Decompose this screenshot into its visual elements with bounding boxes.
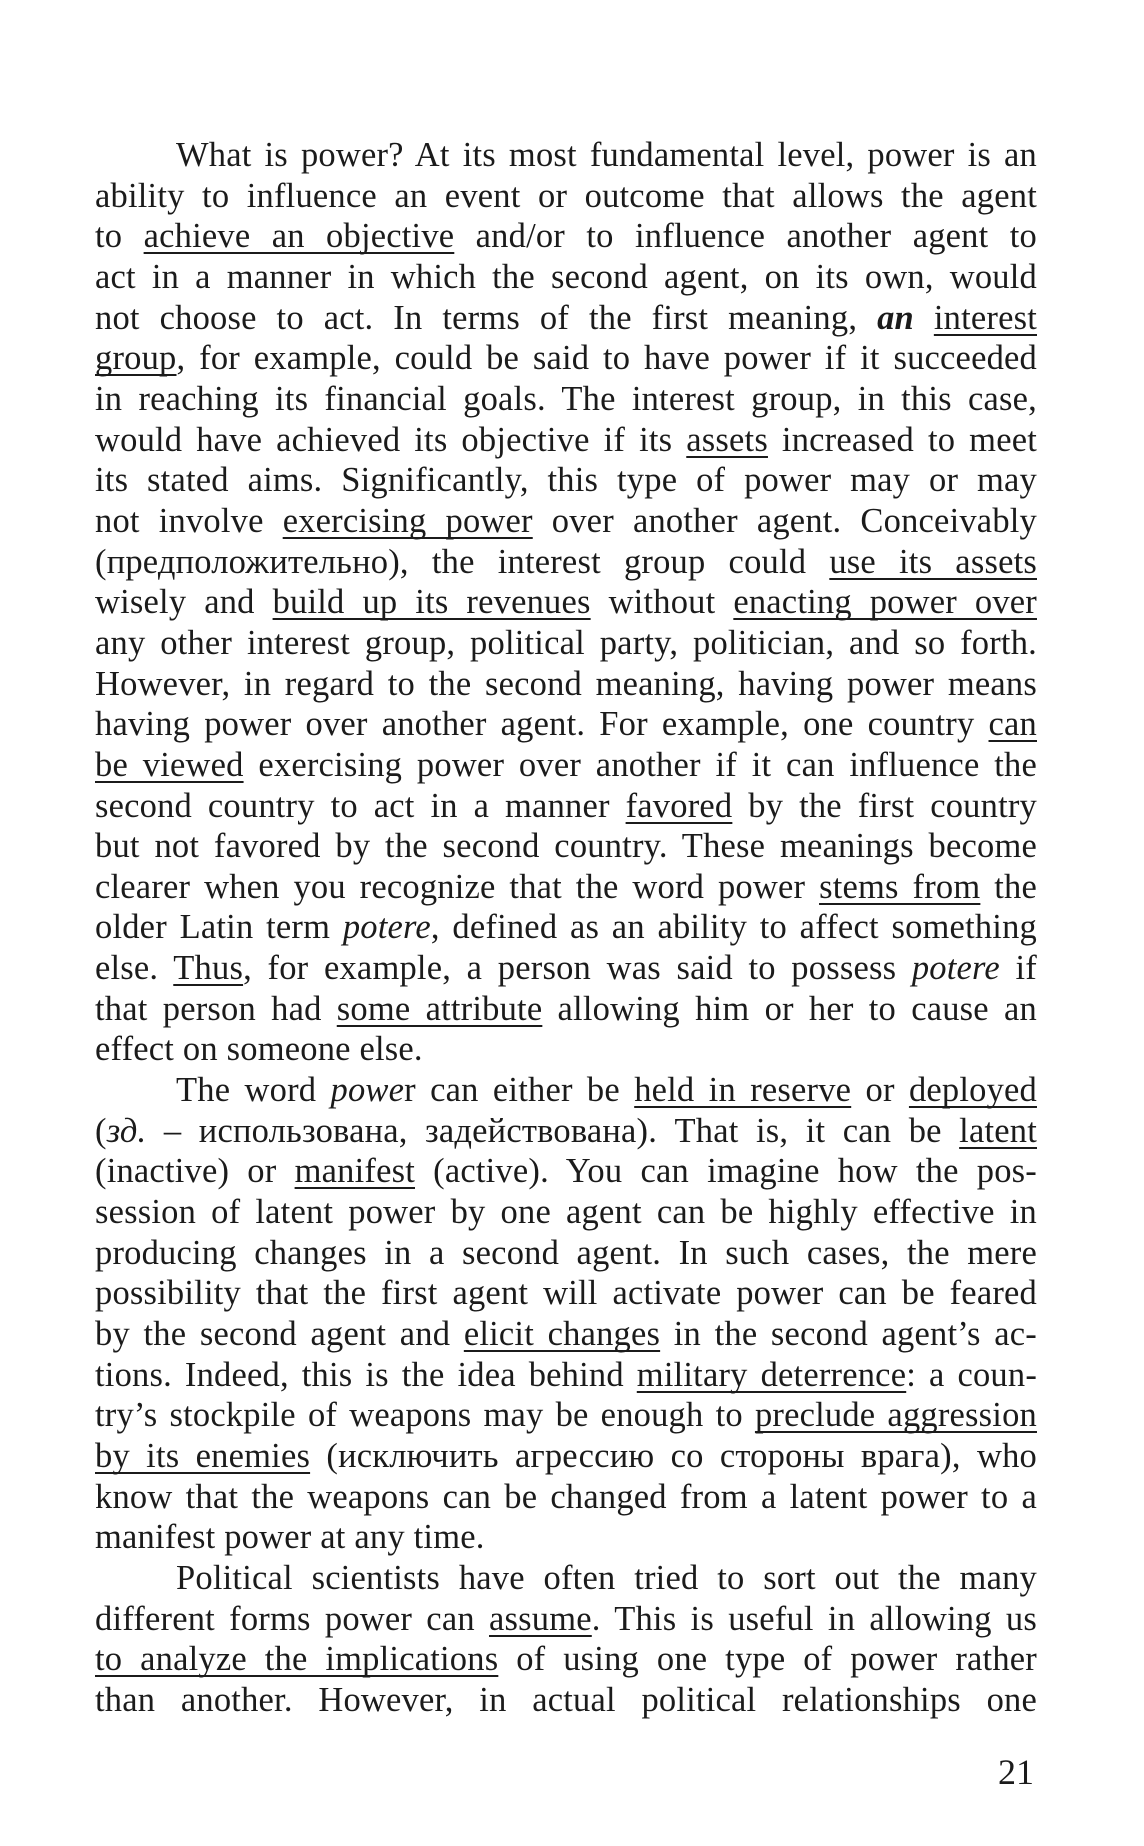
text-line	[95, 664, 1037, 705]
text-run: r can either be	[404, 1071, 635, 1110]
text-line	[95, 989, 1037, 1030]
text-line	[95, 1314, 1037, 1355]
italic-term: зд.	[106, 1111, 147, 1150]
text-line	[95, 1639, 1037, 1680]
text-line	[95, 826, 1037, 867]
text-line	[95, 704, 1037, 745]
text-run: or	[851, 1071, 909, 1110]
text-run: (	[95, 1111, 107, 1150]
text-line	[95, 948, 1037, 989]
text-line	[95, 298, 1037, 339]
text-run: allowing him or her to cause an	[542, 989, 1037, 1028]
text-run: else.	[95, 949, 174, 988]
text-run: increased to meet	[767, 420, 1038, 459]
text-run: and/or to influence another agent to	[454, 217, 1038, 256]
italic-term: potere	[342, 908, 431, 947]
text-run: manifest power at any time.	[95, 1518, 485, 1557]
underlined-phrase: to analyze the implications	[95, 1640, 499, 1679]
underlined-phrase: exercising power	[282, 501, 533, 540]
underlined-phrase: Thus	[173, 949, 244, 988]
text-run: What is power? At its most fundamental level, power is an	[176, 136, 1037, 174]
text-run: session of latent power by one agent can be highly effective in	[95, 1193, 1037, 1232]
text-run: However, in regard to the second meaning, having power means	[95, 664, 1037, 703]
text-run: not involve	[95, 501, 283, 540]
text-line	[95, 1192, 1037, 1233]
text-run: try’s stockpile of weapons may be enough to	[95, 1396, 755, 1435]
underlined-phrase: military deterrence	[636, 1355, 907, 1394]
text-run: in the second agent’s ac-	[660, 1315, 1037, 1354]
text-run: , for example, a person was said to possess	[243, 949, 912, 988]
emphasized-word: an	[877, 298, 934, 337]
underlined-phrase: manifest	[294, 1152, 415, 1191]
text-run: producing changes in a second agent. In such cases, the mere	[95, 1233, 1037, 1272]
text-line	[95, 460, 1037, 501]
text-run: not choose to act. In terms of the first meaning,	[95, 298, 878, 337]
underlined-phrase: elicit changes	[463, 1315, 661, 1354]
text-line	[95, 257, 1037, 298]
text-line	[95, 1599, 1037, 1640]
underlined-phrase: assets	[686, 420, 768, 459]
text-line	[95, 1070, 1037, 1111]
text-run: older Latin term	[95, 908, 343, 947]
text-run: (inactive) or	[95, 1152, 295, 1191]
italic-term: powe	[330, 1071, 405, 1110]
text-run: : a coun-	[906, 1355, 1038, 1394]
text-run: to	[95, 217, 144, 256]
text-line	[95, 1029, 1037, 1070]
text-run: having power over another agent. For example, one country	[95, 705, 989, 744]
underlined-phrase: use its assets	[829, 542, 1037, 581]
page-number: 21	[998, 1752, 1034, 1792]
text-line	[95, 582, 1037, 623]
text-run: , for example, could be said to have power if it succeeded	[176, 339, 1037, 378]
underlined-phrase: can	[988, 705, 1037, 744]
underlined-phrase: favored	[625, 786, 733, 825]
book-page-text	[95, 135, 1037, 1721]
text-run: than another. However, in actual political relationships one	[95, 1680, 1037, 1719]
underlined-phrase: group	[95, 339, 177, 378]
underlined-phrase: build up its revenues	[272, 583, 591, 622]
text-run: by the first country	[732, 786, 1037, 825]
text-line	[95, 1233, 1037, 1274]
text-run: but not favored by the second country. These meanings become	[95, 827, 1037, 866]
text-run: Political scientists have often tried to sort out the many	[176, 1558, 1037, 1597]
text-line	[95, 1680, 1037, 1721]
text-run: different forms power can	[95, 1599, 490, 1638]
text-run: clearer when you recognize that the word power	[95, 867, 820, 906]
underlined-phrase: interest	[933, 298, 1037, 337]
text-line	[95, 907, 1037, 948]
text-run: know that the weapons can be changed from a latent power to a	[95, 1477, 1037, 1516]
text-run: effect on someone else.	[95, 1030, 423, 1069]
text-run: ability to influence an event or outcome that allows the agent	[95, 176, 1037, 215]
text-run: , defined as an ability to affect something	[430, 908, 1037, 947]
text-line	[95, 745, 1037, 786]
paragraph	[95, 1558, 1037, 1721]
text-line	[95, 1558, 1037, 1599]
paragraph	[95, 1070, 1037, 1558]
underlined-phrase: by its enemies	[95, 1437, 311, 1475]
paragraph	[95, 135, 1037, 1070]
text-run: the	[980, 867, 1037, 906]
text-line	[95, 338, 1037, 379]
underlined-phrase: latent	[959, 1111, 1037, 1150]
text-run: without	[590, 583, 734, 622]
underlined-phrase: deployed	[908, 1071, 1037, 1110]
text-run: – использована, задействована). That is, it can be	[146, 1111, 960, 1150]
text-run: its stated aims. Significantly, this type of power may or may	[95, 461, 1037, 500]
text-line	[95, 176, 1037, 217]
text-run: (active). You can imagine how the pos-	[415, 1152, 1037, 1191]
text-line	[95, 786, 1037, 827]
text-run: exercising power over another if it can influence the	[243, 745, 1037, 784]
text-line	[95, 623, 1037, 664]
text-line	[95, 867, 1037, 908]
text-run: would have achieved its objective if its	[95, 420, 687, 459]
text-line	[95, 135, 1037, 176]
text-run: any other interest group, political party, politician, and so forth.	[95, 623, 1037, 662]
underlined-phrase: stems from	[819, 867, 981, 906]
underlined-phrase: enacting power over	[733, 583, 1037, 622]
text-line	[95, 1111, 1037, 1152]
text-line	[95, 1355, 1037, 1396]
text-line	[95, 420, 1037, 461]
text-run: over another agent. Conceivably	[532, 501, 1038, 540]
text-run: . This is useful in allowing us	[591, 1599, 1038, 1638]
text-line	[95, 379, 1037, 420]
underlined-phrase: some attribute	[336, 989, 543, 1028]
underlined-phrase: assume	[489, 1599, 592, 1638]
text-line	[95, 1436, 1037, 1477]
text-run: that person had	[95, 989, 337, 1028]
text-run: tions. Indeed, this is the idea behind	[95, 1355, 637, 1394]
text-line	[95, 501, 1037, 542]
text-line	[95, 1273, 1037, 1314]
text-run: act in a manner in which the second agent, on its own, would	[95, 257, 1037, 296]
text-run: (предположительно), the interest group could	[95, 542, 830, 581]
underlined-phrase: held in reserve	[634, 1071, 852, 1110]
text-run: wisely and	[95, 583, 273, 622]
text-line	[95, 542, 1037, 583]
text-run: (исключить агрессию со стороны врага), who	[310, 1437, 1037, 1475]
text-run: second country to act in a manner	[95, 786, 626, 825]
underlined-phrase: achieve an objective	[143, 217, 455, 256]
text-line	[95, 216, 1037, 257]
underlined-phrase: preclude aggression	[754, 1396, 1037, 1435]
underlined-phrase: be viewed	[95, 745, 244, 784]
text-run: in reaching its financial goals. The interest group, in this case,	[95, 379, 1037, 418]
italic-term: potere	[911, 949, 1000, 988]
text-run: by the second agent and	[95, 1315, 464, 1354]
text-run: The word	[176, 1071, 331, 1110]
text-run: if	[999, 949, 1037, 988]
text-line	[95, 1517, 1037, 1558]
text-run: possibility that the first agent will activate power can be feared	[95, 1274, 1037, 1313]
text-run: of using one type of power rather	[498, 1640, 1037, 1679]
text-line	[95, 1477, 1037, 1518]
text-line	[95, 1151, 1037, 1192]
text-line	[95, 1395, 1037, 1436]
